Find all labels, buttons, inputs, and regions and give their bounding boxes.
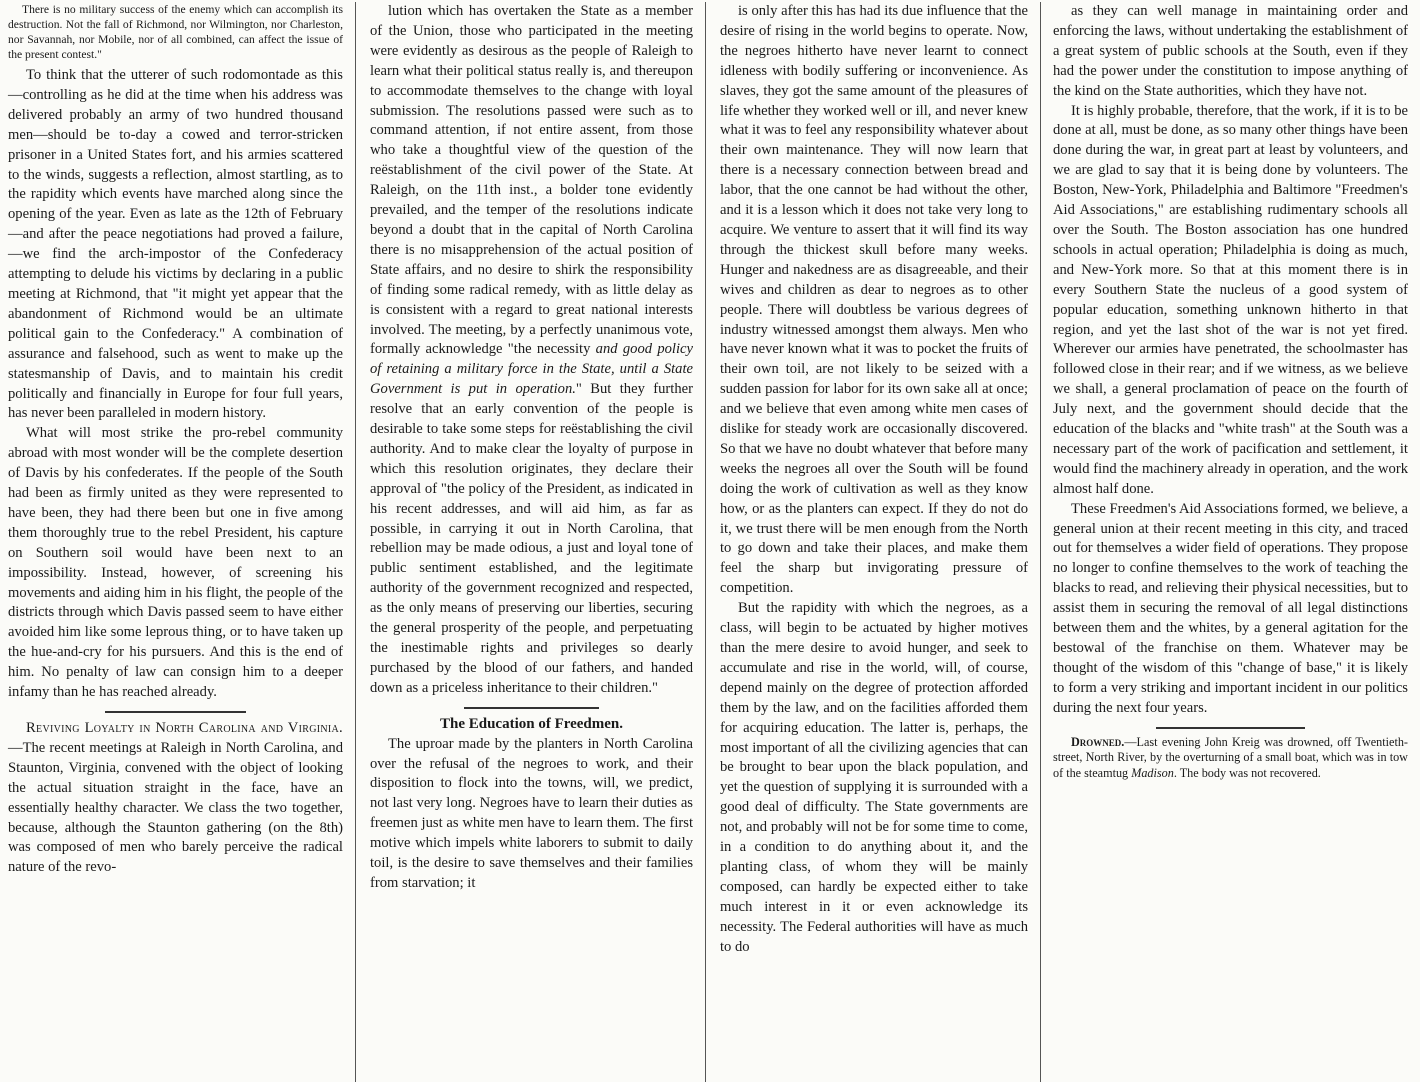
section-divider: [1156, 727, 1305, 729]
article-heading: The Education of Freedmen.: [439, 715, 624, 732]
column-1: [6, 2, 356, 1082]
article-body: —The recent meetings at Raleigh in North Carolina, and Staunton, Virginia, convened with the object of looking the actual situation straight in the face, have an essentially healthy character. We class the two together, because, although the Staunton gathering (on the 8th) was composed of men who barely perceive the radical nature of the revo-: [8, 739, 343, 876]
article-lead-title: Reviving Loyalty in North Carolina and Virginia.: [26, 720, 343, 736]
ship-name: Madison: [1131, 765, 1174, 780]
notice-drowned: [1053, 735, 1408, 782]
paragraph: is only after this has had its due influence that the desire of rising in the world begins to operate. Now, the negroes hitherto have never learnt to connect idleness with bodily suffering or inconvenience. As slaves, they got the same amount of the pleasures of life whether they worked well or ill, and never knew what it was to feel any responsibility whatever about their own maintenance. They will now learn that there is a necessary connection between bread and labor, that the one cannot be had without the other, and it is a lesson which it does not take very long to acquire. We venture to assert that it will find its way through the thickest skull before many weeks. Hunger and nakedness are as disagreeable, and their wives and children as dear to negroes as to other people. There will doubtless be various degrees of industry witnessed amongst them always. Men who have never known what it was to pocket the fruits of their own toil, are not likely to be seized with a sudden passion for labor for its own sake all at once; and we believe that even among white men cases of dislike for steady work are occasionally discovered. So that we have no doubt whatever that before many weeks the negroes all over the South will be found doing the work of cultivation as well as they know how, or as the planters can expect. If they do not do it, we trust there will be men enough from the North to go down and take their places, and make them feel the sharp but invigorating pressure of competition.: [720, 3, 1029, 597]
notice-text: . The body was not recovered.: [1173, 765, 1321, 780]
paragraph: To think that the utterer of such rodomontade as this—controlling as he did at the time when his address was delivered probably an army of two hundred thousand men—should be to-day a cowed and terror-stricken prisoner in a United States fort, and his armies scattered to the winds, suggests a reflection, almost startling, as to the rapidity which events have marched along since the opening of the year. Even as late as the 12th of February—and after the peace negotiations had proved a failure,—we find the arch-impostor of the Confederacy attempting to delude his victims by declaring in a public meeting at Richmond, that "it might yet appear that the abandonment of Richmond would be an ultimate political gain to the Confederacy." A combination of assurance and falsehood, such as went to make up the statesmanship of Davis, and to maintain his credit politically and financially in Europe for four full years, has never been paralleled in modern history.: [8, 67, 343, 422]
section-divider: [105, 711, 246, 713]
article-reviving-loyalty: [8, 719, 343, 878]
notice-text: —Last evening John Kreig was drowned, off Twentieth-street, North River, by the overturning of a small boat, which was in tow of the steamtug: [1053, 734, 1408, 780]
quote-passage: There is no military success of the enemy which can accomplish its destruction. Not the fall of Richmond, nor Wilmington, nor Charleston, nor Savannah, nor Mobile, nor of all combined, can affect the issue of the present contest.": [8, 3, 343, 61]
column-4: [1041, 2, 1414, 1082]
paragraph: But the rapidity with which the negroes, as a class, will begin to be actuated by higher motives than the mere desire to avoid hunger, and seek to accumulate and rise in the world, will, of course, depend mainly on the degree of protection afforded them by the law, and on the facilities afforded them for acquiring education. The latter is, perhaps, the most important of all the civilizing agencies that can be brought to bear upon the black population, and yet the question of supplying it is surrounded with a good deal of difficulty. The State governments are not, and probably will not be for some time to come, in a condition to do anything about it, and the planting class, of whom they will be mainly composed, can hardly be expected either to take much interest in it or even acknowledge its necessity. The Federal authorities will have as much to do: [720, 600, 1028, 955]
notice-lead: Drowned.: [1071, 734, 1125, 749]
paragraph: [370, 2, 693, 699]
paragraph: as they can well manage in maintaining order and enforcing the laws, without undertaking the establishment of a great system of public schools at the South, even if they had the power under the constitution to impose anything of the kind on the State authorities, which they have not.: [1053, 3, 1408, 99]
column-2: [356, 2, 706, 1082]
paragraph-text: lution which has overtaken the State as a member of the Union, those who participated in the meeting were evidently as desirous as the people of Raleigh to learn what their political status really is, and thereupon to accommodate themselves to the change with loyal submission. The resolutions passed were such as to command attention, if not entire assent, from those who take a thoughtful view of the question of the reëstablishment of the civil power of the State. At Raleigh, on the 11th inst., a bolder tone evidently prevailed, and the temper of the resolutions indicate beyond a doubt that in the capital of North Carolina there is no misapprehension of the actual position of State affairs, and no desire to shirk the responsibility of finding some radical remedy, with as little delay as is consistent with a regard to great national interests involved. The meeting, by a perfectly unanimous vote, formally acknowledge "the necessity: [370, 3, 693, 358]
paragraph: It is highly probable, therefore, that the work, if it is to be done at all, must be done, as so many other things have been done during the war, in great part at least by volunteers, and we are glad to say that it is being done by volunteers. The Boston, New-York, Philadelphia and Baltimore "Freedmen's Aid Associations," are establishing rudimentary schools all over the South. The Boston association has one hundred schools in actual operation; Philadelphia is doing as much, and New-York more. So that at this moment there is in every Southern State the nucleus of a good system of popular education, something unknown hitherto in that region, and yet the last shot of the war is not yet fired. Wherever our armies have penetrated, the schoolmaster has followed close in their rear; and if we witness, as we believe we shall, a general proclamation of peace on the fourth of July next, and the government should decide that the education of the blacks and "white trash" at the South was a necessary part of the work of pacification and settlement, it would find the machinery already in operation, and the work almost half done.: [1053, 102, 1408, 497]
paragraph-text: " But they further resolve that an early convention of the people is desirable to take some steps for reëstablishing the civil authority. And to make clear the loyalty of purpose in which this resolution originates, they declare their approval of "the policy of the President, as indicated in his recent addresses, and will aid him, as far as possible, in carrying it out in North Carolina, that rebellion may be made odious, a just and loyal tone of public sentiment established, and the legitimate authority of the government recognized and respected, as the only means of preserving our liberties, securing the general prosperity of the people, and perpetuating the inestimable rights and privileges so dearly purchased by the blood of our fathers, and handed down as a priceless inheritance to their children.": [370, 381, 693, 696]
paragraph: What will most strike the pro-rebel community abroad with most wonder will be the complete desertion of Davis by his confederates. If the people of the South had been as firmly united as they were represented to have been, they had there been but one in five among them thoroughly true to the rebel President, his capture on Southern soil would have been next to an impossibility. Instead, however, of screening his movements and aiding him in his flight, the people of the districts through which Davis passed seem to have either avoided him like some leprous thing, or to have taken up the hue-and-cry for his pursuers. And this is the end of him. No penalty of law can consign him to a deeper infamy than he has reached already.: [8, 425, 343, 701]
section-divider: [464, 707, 600, 709]
column-3: [706, 2, 1041, 1082]
paragraph: The uproar made by the planters in North Carolina over the refusal of the negroes to work, and their disposition to flock into the towns, will, we predict, not last very long. Negroes have to learn their duties as freemen just as white men have to learn them. The first motive which impels white laborers to submit to daily toil, is the desire to save themselves and their families from starvation; it: [370, 735, 693, 891]
paragraph: These Freedmen's Aid Associations formed, we believe, a general union at their recent meeting in this city, and traced out for themselves a wider field of operations. They propose no longer to confine themselves to the work of teaching the blacks to read, and relieving their physical necessities, but to assist them in securing the removal of all legal distinctions between them and the whites, by a general agitation for the bestowal of the franchise on them. Whatever may be thought of the wisdom of this "change of base," it is likely to form a very striking and important incident in our politics during the next four years.: [1053, 500, 1408, 716]
italic-quote: and good policy of retaining a military force in the State, until a State Government is put in operation.: [370, 341, 693, 398]
